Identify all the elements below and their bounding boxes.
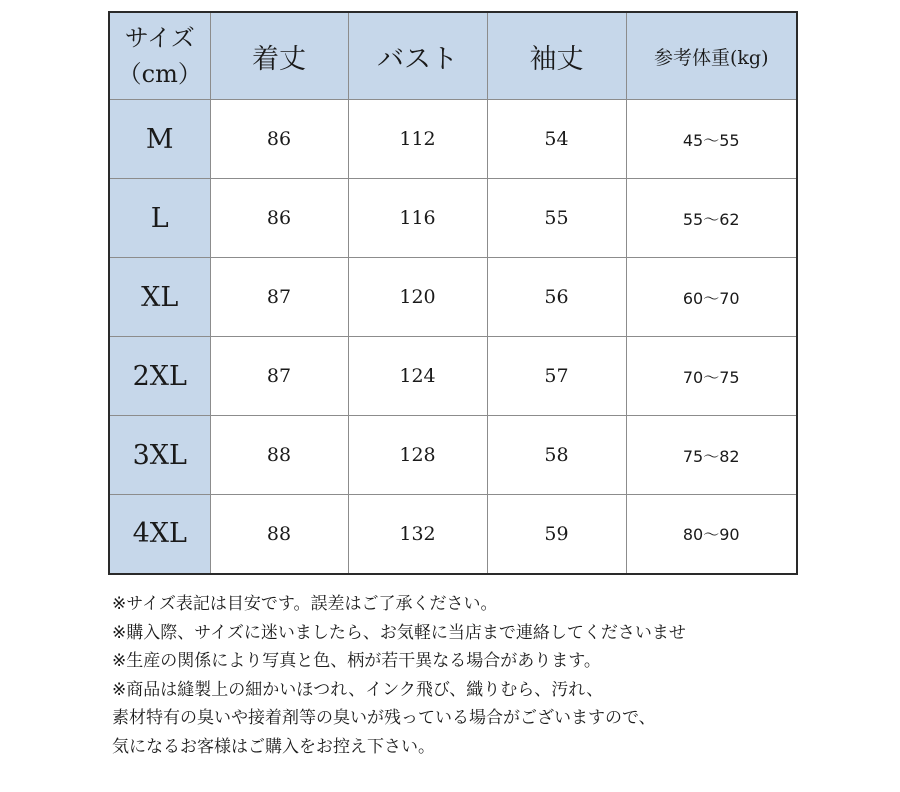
table-row (109, 495, 797, 574)
table-row (109, 100, 797, 179)
row-size-label: 4XL (109, 495, 210, 574)
cell-length: 86 (210, 179, 348, 258)
cell-weight: 60～70 (626, 258, 797, 337)
cell-length: 87 (210, 258, 348, 337)
header-size-cm (109, 12, 210, 100)
row-size-label: L (109, 179, 210, 258)
cell-weight: 55～62 (626, 179, 797, 258)
cell-bust: 128 (348, 416, 487, 495)
row-size-label: M (109, 100, 210, 179)
cell-bust: 116 (348, 179, 487, 258)
cell-weight: 80～90 (626, 495, 797, 574)
header-length: 着丈 (210, 12, 348, 100)
size-chart-table (108, 11, 798, 575)
cell-bust: 112 (348, 100, 487, 179)
note-line: 素材特有の臭いや接着剤等の臭いが残っている場合がございますので、 (112, 708, 656, 728)
cell-weight: 75～82 (626, 416, 797, 495)
table-row (109, 337, 797, 416)
cell-sleeve: 55 (487, 179, 626, 258)
header-bust: バスト (348, 12, 487, 100)
cell-length: 86 (210, 100, 348, 179)
row-size-label: XL (109, 258, 210, 337)
table-header-row (109, 12, 797, 100)
cell-bust: 120 (348, 258, 487, 337)
header-weight: 参考体重(kg) (626, 12, 797, 100)
header-unit-label: （cm） (117, 60, 202, 88)
table-row (109, 258, 797, 337)
header-sleeve: 袖丈 (487, 12, 626, 100)
size-notes (112, 590, 872, 761)
cell-bust: 132 (348, 495, 487, 574)
cell-sleeve: 59 (487, 495, 626, 574)
row-size-label: 3XL (109, 416, 210, 495)
note-line: ※商品は縫製上の細かいほつれ、インク飛び、織りむら、汚れ、 (112, 679, 604, 700)
cell-sleeve: 56 (487, 258, 626, 337)
note-line: ※購入際、サイズに迷いましたら、お気軽に当店まで連絡してくださいませ (112, 622, 686, 643)
cell-sleeve: 58 (487, 416, 626, 495)
table-row (109, 179, 797, 258)
cell-sleeve: 54 (487, 100, 626, 179)
cell-length: 87 (210, 337, 348, 416)
cell-length: 88 (210, 495, 348, 574)
cell-bust: 124 (348, 337, 487, 416)
note-line: 気になるお客様はご購入をお控え下さい。 (112, 736, 435, 757)
cell-weight: 70～75 (626, 337, 797, 416)
cell-length: 88 (210, 416, 348, 495)
note-line: ※サイズ表記は目安です。誤差はご了承ください。 (112, 594, 498, 614)
note-line: ※生産の関係により写真と色、柄が若干異なる場合があります。 (112, 651, 601, 671)
cell-weight: 45～55 (626, 100, 797, 179)
header-size-label: サイズ (124, 24, 195, 52)
table-row (109, 416, 797, 495)
row-size-label: 2XL (109, 337, 210, 416)
cell-sleeve: 57 (487, 337, 626, 416)
